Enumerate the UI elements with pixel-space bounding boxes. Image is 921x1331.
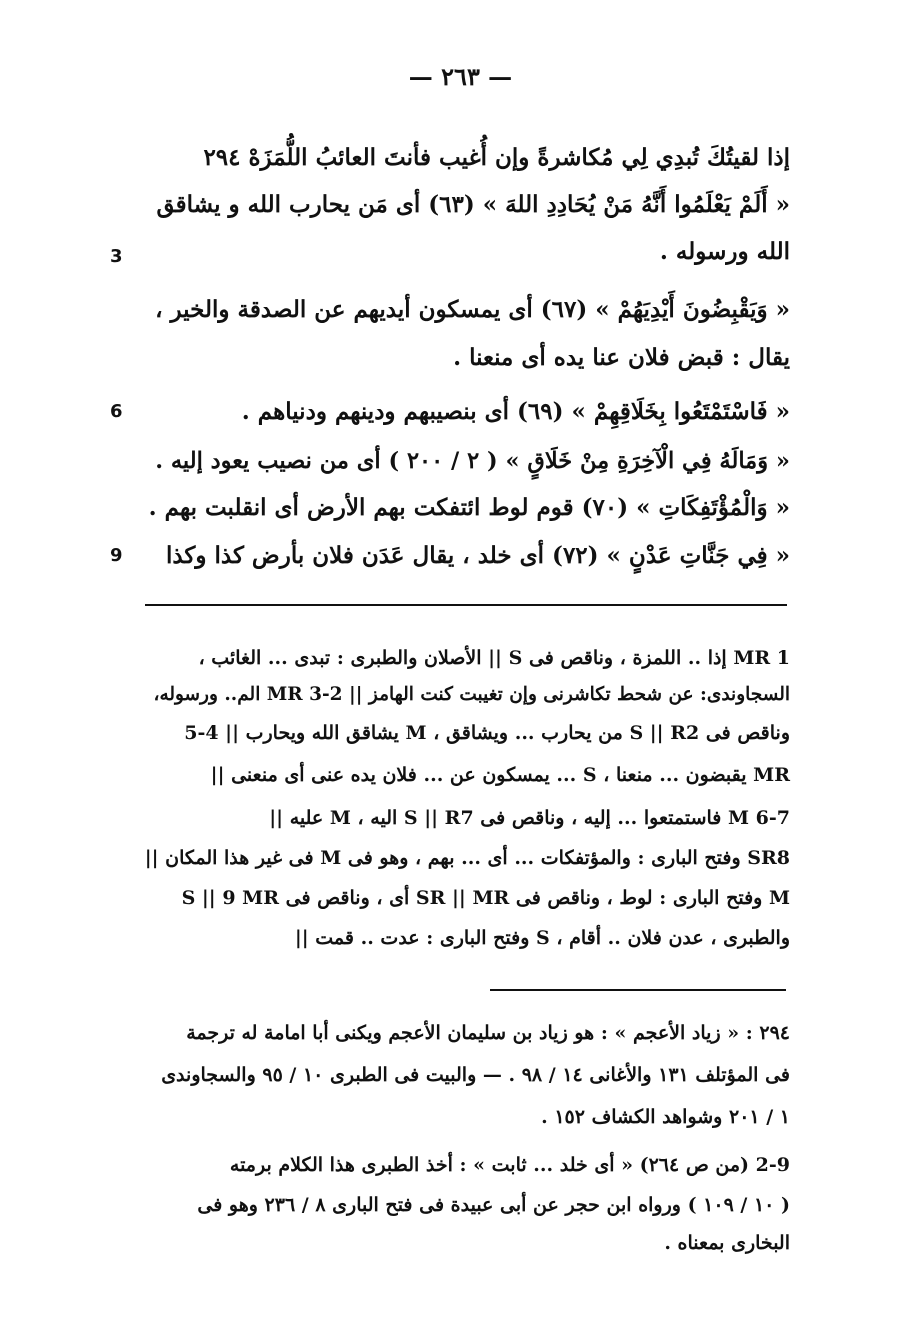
note-line-4: 2-9 (من ص ٢٦٤) « أى خلد ... ثابت » : أخذ الطبرى هذا الكلام برمته xyxy=(229,1154,790,1176)
main-line-9: « فِي جَنَّاتِ عَدْنٍ » (٧٢) أى خلد ، يقال عَدَن فلان بأرض كذا وكذا xyxy=(165,542,790,569)
note-line-6: البخارى بمعناه . xyxy=(664,1232,790,1254)
main-line-7: « وَمَالَهُ فِي الْآخِرَةِ مِنْ خَلَاقٍ » ( ٢ / ٢٠٠ ) أى من نصيب يعود إليه . xyxy=(155,448,790,474)
page-number: — ٢٦٣ — xyxy=(408,62,513,91)
apparatus-line-1: MR 1 إذا .. اللمزة ، وناقص فى S || الأصلان والطبرى : تبدى ... الغائب ، xyxy=(198,647,790,669)
apparatus-line-4: MR يقبضون ... منعنا ، S ... يمسكون عن ... فلان يده عنى أى منعنى || xyxy=(210,764,790,786)
apparatus-line-3: وناقص فى S || R2 من يحارب ... ويشاقق ، M يشاقق الله ويحارب || 4-5 xyxy=(184,722,790,744)
apparatus-line-8: والطبرى ، عدن فلان .. أقام ، S وفتح البارى : عدت .. قمت || xyxy=(294,927,790,949)
note-line-3: ١ / ٢٠١ وشواهد الكشاف ١٥٢ . xyxy=(541,1106,790,1128)
line-number-9: 9 xyxy=(110,545,123,566)
apparatus-line-2: السجاوندى: عن شحط تكاشرنى وإن تغيبت كنت الهامز || 2-3 MR الم.. ورسوله، xyxy=(153,684,790,705)
main-line-8: « وَالْمُؤْتَفِكَاتِ » (٧٠) قوم لوط ائتفكت بهم الأرض أى انقلبت بهم . xyxy=(148,494,790,521)
apparatus-line-6: SR8 وفتح البارى : والمؤتفكات ... أى ... بهم ، وهو فى M فى غير هذا المكان || xyxy=(144,847,790,869)
main-line-5: يقال : قبض فلان عنا يده أى منعنا . xyxy=(453,344,790,371)
note-line-5: ( ١٠ / ١٠٩ ) ورواه ابن حجر عن أبى عبيدة فى فتح البارى ٨ / ٢٣٦ وهو فى xyxy=(197,1194,790,1216)
line-number-3: 3 xyxy=(110,246,123,267)
main-line-6: « فَاسْتَمْتَعُوا بِخَلَاقِهِمْ » (٦٩) أى بنصيبهم ودينهم ودنياهم . xyxy=(241,398,790,425)
apparatus-divider xyxy=(145,604,787,606)
apparatus-line-7: M وفتح البارى : لوط ، وناقص فى SR || MR أى ، وناقص فى S || 9 MR xyxy=(181,887,790,909)
main-line-4: « وَيَقْبِضُونَ أَيْدِيَهُمْ » (٦٧) أى يمسكون أيديهم عن الصدقة والخير ، xyxy=(155,296,790,323)
note-line-2: فى المؤتلف ١٣١ والأغانى ١٤ / ٩٨ . — والبيت فى الطبرى ١٠ / ٩٥ والسجاوندى xyxy=(161,1064,790,1086)
notes-divider xyxy=(490,989,786,991)
line-number-6: 6 xyxy=(110,401,123,422)
note-line-1: ٢٩٤ : « زياد الأعجم » : هو زياد بن سليمان الأعجم ويكنى أبا امامة له ترجمة xyxy=(186,1022,790,1044)
apparatus-line-5: 6-7 M فاستمتعوا ... إليه ، وناقص فى S || R7 اليه ، M عليه || xyxy=(269,807,790,829)
main-line-2: « أَلَمْ يَعْلَمُوا أَنَّهُ مَنْ يُحَادِدِ اللهَ » (٦٣) أى مَن يحارب الله و يشاقق xyxy=(156,191,790,218)
main-line-3: الله ورسوله . xyxy=(659,238,790,265)
main-line-1: إذا لقيتُكَ تُبدِي لِي مُكاشرةً وإن أُغيب فأنتَ العائبُ اللُّمَزَهْ ٢٩٤ xyxy=(203,144,790,171)
